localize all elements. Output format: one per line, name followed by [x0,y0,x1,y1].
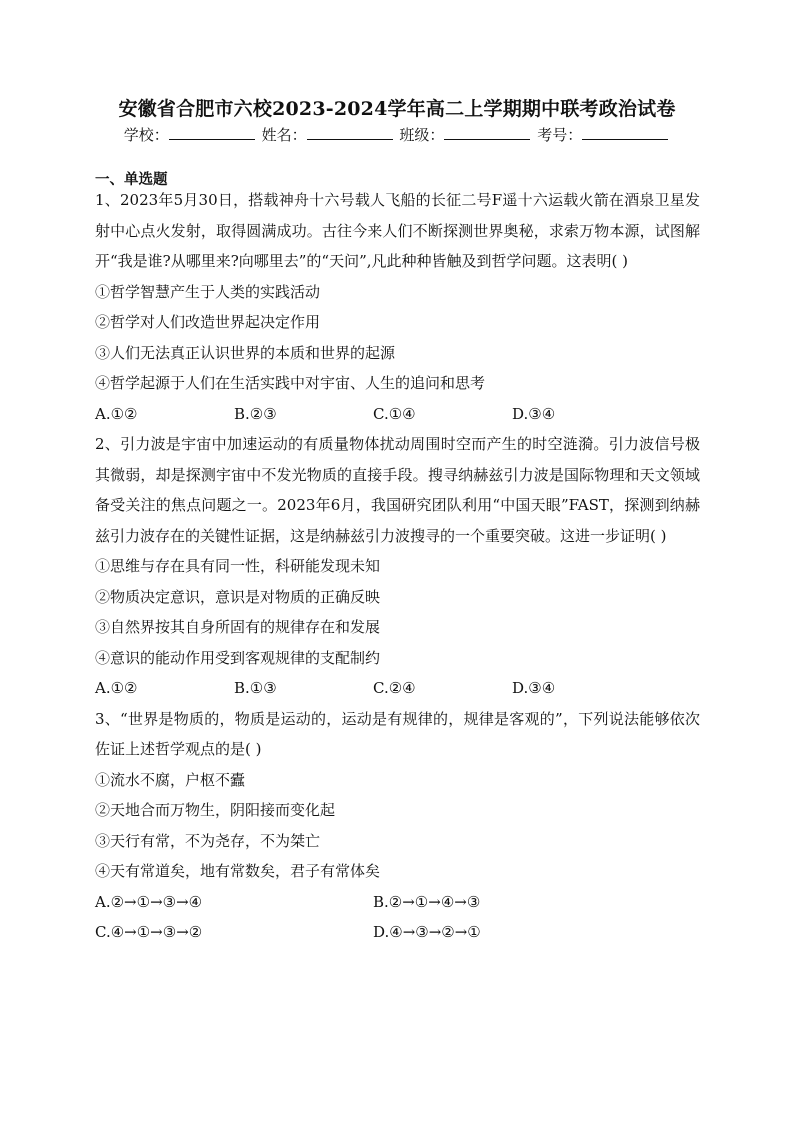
option-b: B.①③ [234,679,277,697]
options-row [95,673,700,704]
options-row [95,399,700,430]
option-d: D.③④ [512,679,556,697]
statement: ①思维与存在具有同一性，科研能发现未知 [95,557,381,575]
option-d: D.③④ [512,404,556,423]
question-1 [95,185,700,429]
option-c: C.①④ [373,404,416,423]
question-stem: 2、引力波是宇宙中加速运动的有质量物体扰动周围时空而产生的时空涟漪。引力波信号极其微弱，却是探测宇宙中不发光物质的直接手段。搜寻纳赫兹引力波是国际物理和天文领域备受关注的焦点问题之一。2023年6月，我国研究团队利用“中国天眼”FAST，探测到纳赫兹引力波存在的关键性证据，这是纳赫兹引力波搜寻的一个重要突破。这进一步证明( ) [95,435,700,545]
exam-number-label: 考号： [537,126,583,144]
option-d: D.④→③→②→① [373,923,481,941]
question-stem: 3、“世界是物质的，物质是运动的，运动是有规律的，规律是客观的”，下列说法能够依次佐证上述哲学观点的是( ) [95,709,700,758]
option-b: B.②③ [234,404,277,423]
statement: ④天有常道矣，地有常数矣，君子有常体矣 [95,862,381,880]
section-title: 一、单选题 [95,171,168,188]
statement: ②天地合而万物生，阴阳接而变化起 [95,801,336,819]
statement: ②物质决定意识，意识是对物质的正确反映 [95,587,381,606]
questions-container [95,185,700,948]
option-a: A.①② [95,679,138,697]
exam-number-blank [582,125,668,140]
statement: ③天行有常，不为尧存，不为桀亡 [95,831,321,850]
statement: ④哲学起源于人们在生活实践中对宇宙、人生的追问和思考 [95,374,486,392]
statement: ③自然界按其自身所固有的规律存在和发展 [95,618,381,636]
option-a: A.①② [95,404,138,423]
statement: ①哲学智慧产生于人类的实践活动 [95,282,321,301]
name-label: 姓名： [261,126,307,144]
option-c: C.④→①→③→② [95,923,203,941]
question-3 [95,704,700,948]
student-info-line [0,124,794,145]
statement: ④意识的能动作用受到客观规律的支配制约 [95,648,381,667]
option-a: A.②→①→③→④ [95,892,203,911]
option-b: B.②→①→④→③ [373,892,481,911]
school-label: 学校： [123,126,169,144]
exam-title: 安徽省合肥市六校2023-2024学年高二上学期期中联考政治试卷 [118,98,676,120]
question-2 [95,429,700,704]
statement: ②哲学对人们改造世界起决定作用 [95,313,321,331]
school-blank [169,125,255,140]
statement: ③人们无法真正认识世界的本质和世界的起源 [95,343,396,362]
option-c: C.②④ [373,679,416,697]
options-row [95,887,700,918]
class-blank [444,125,530,140]
statement: ①流水不腐，户枢不蠹 [95,770,246,789]
question-stem: 1、2023年5月30日，搭载神舟十六号载人飞船的长征二号F遥十六运载火箭在酒泉卫星发射中心点火发射，取得圆满成功。古往今来人们不断探测世界奥秘，求索万物本源，试图解开“我是谁?从哪里来?向哪里去”的“天问”,凡此种种皆触及到哲学问题。这表明( ) [95,191,700,270]
options-row [95,917,700,948]
name-blank [307,125,393,140]
class-label: 班级： [399,126,445,144]
